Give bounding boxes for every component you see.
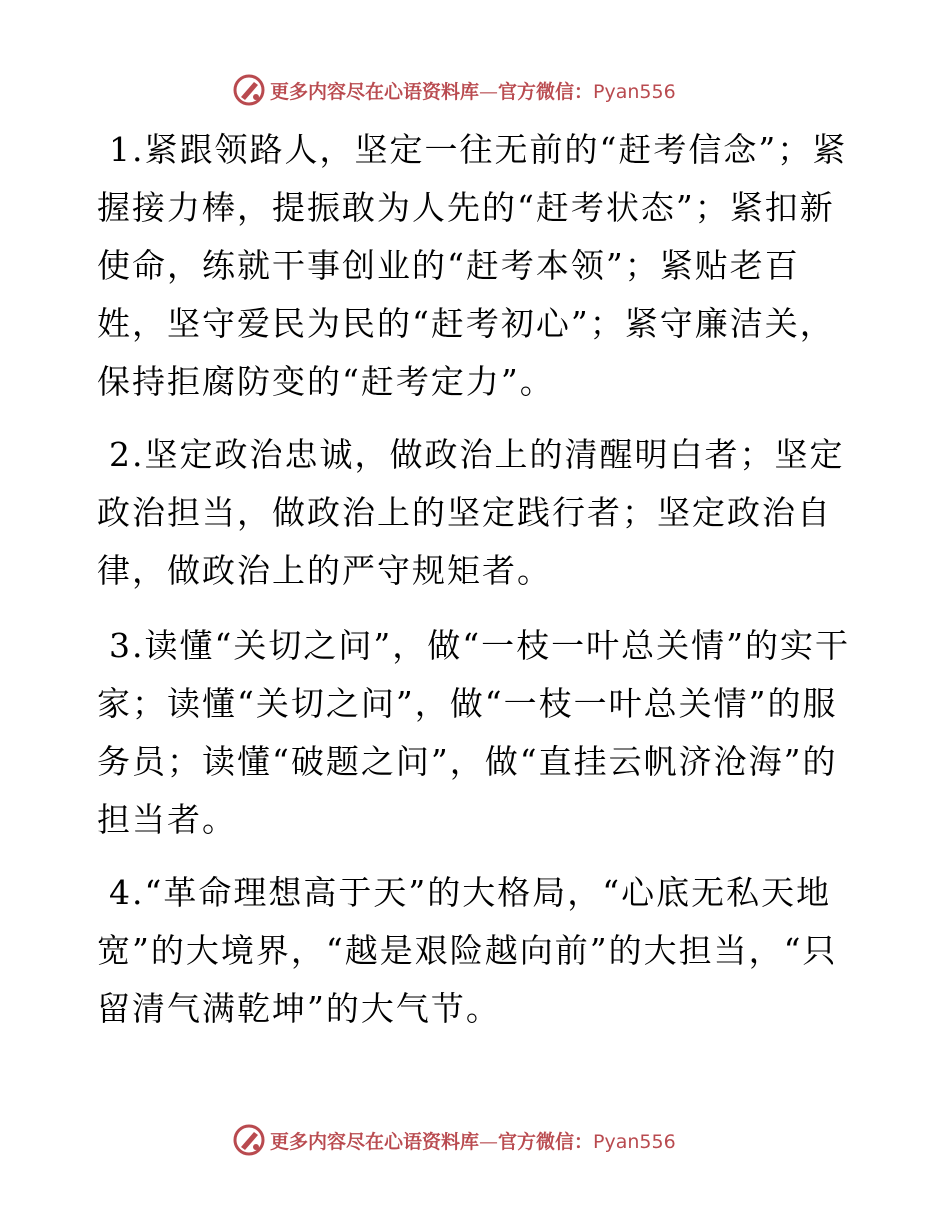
seal-logo-icon bbox=[232, 73, 266, 107]
footer-separator: — bbox=[479, 1130, 499, 1153]
footer-site-text: 更多内容尽在心语资料库 bbox=[270, 1130, 480, 1153]
paragraph-number: 2. bbox=[109, 435, 145, 474]
paragraph-number: 1. bbox=[109, 130, 145, 169]
header-wechat-id: Pyan556 bbox=[593, 80, 676, 103]
footer-banner bbox=[232, 1120, 732, 1160]
header-banner bbox=[232, 70, 732, 110]
footer-wechat-label: 官方微信： bbox=[498, 1130, 594, 1153]
paragraph-text: “革命理想高于天”的大格局，“心底无私天地宽”的大境界，“越是艰险越向前”的大担当，“只留清气满乾坤”的大气节。 bbox=[97, 873, 838, 1028]
paragraph-number: 3. bbox=[109, 626, 145, 665]
paragraph-4 bbox=[97, 864, 857, 1038]
header-separator: — bbox=[479, 80, 499, 103]
paragraph-number: 4. bbox=[109, 873, 145, 912]
paragraph-3 bbox=[97, 617, 857, 849]
paragraph-text: 读懂“关切之问”，做“一枝一叶总关情”的实干家；读懂“关切之问”，做“一枝一叶总关情”的服务员；读懂“破题之问”，做“直挂云帆济沧海”的担当者。 bbox=[97, 626, 850, 839]
footer-text bbox=[270, 1127, 676, 1154]
header-text bbox=[270, 77, 676, 104]
footer-wechat-id: Pyan556 bbox=[593, 1130, 676, 1153]
paragraph-1 bbox=[97, 121, 857, 411]
header-site-text: 更多内容尽在心语资料库 bbox=[270, 80, 480, 103]
seal-logo-icon bbox=[232, 1123, 266, 1157]
paragraph-text: 坚定政治忠诚，做政治上的清醒明白者；坚定政治担当，做政治上的坚定践行者；坚定政治自律，做政治上的严守规矩者。 bbox=[97, 435, 845, 590]
header-wechat-label: 官方微信： bbox=[498, 80, 594, 103]
paragraph-2 bbox=[97, 426, 857, 600]
paragraph-text: 紧跟领路人，坚定一往无前的“赶考信念”；紧握接力棒，提振敢为人先的“赶考状态”；紧扣新使命，练就干事创业的“赶考本领”；紧贴老百姓，坚守爱民为民的“赶考初心”；紧守廉洁关，保持拒腐防变的“赶考定力”。 bbox=[97, 130, 848, 401]
